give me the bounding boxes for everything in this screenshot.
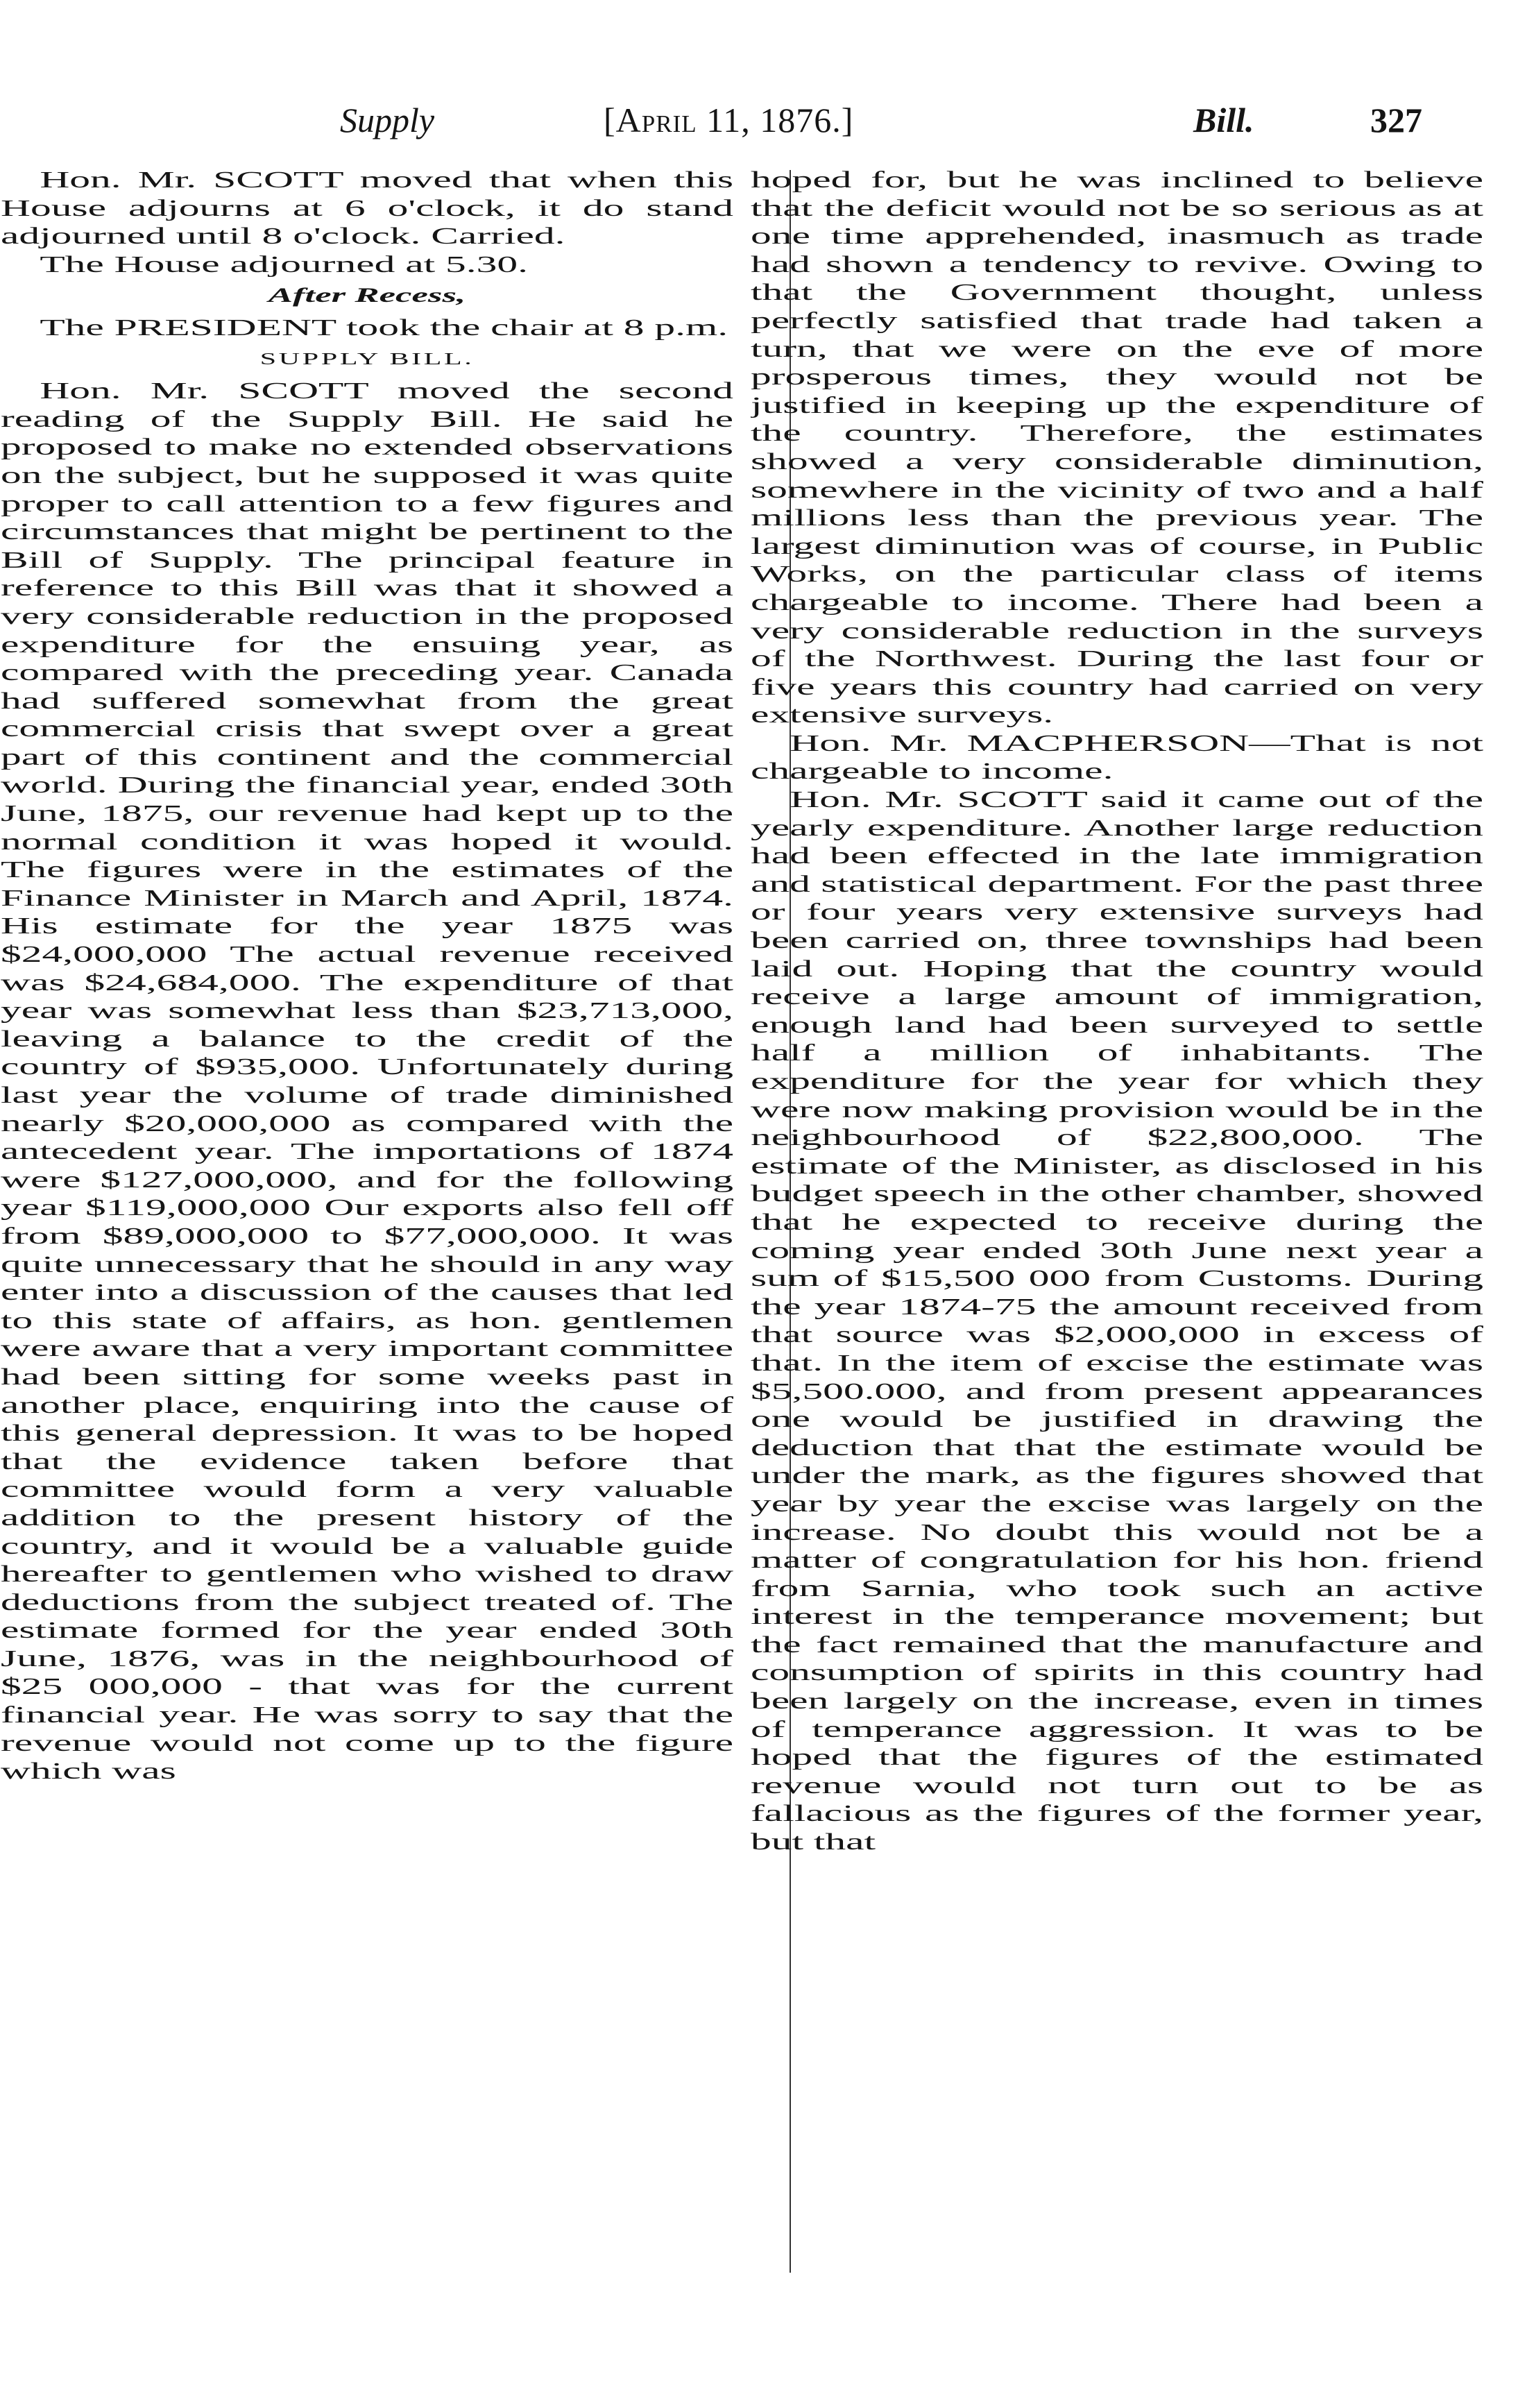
running-header — [340, 96, 1422, 144]
paragraph-macpherson-remark: Hon. Mr. MACPHERSON—That is not chargeable to income. — [751, 730, 1483, 785]
paragraph-adjournment-motion: Hon. Mr. SCOTT moved that when this House adjourns at 6 o'clock, it do stand adjourned until 8 o'clock. Carried. — [1, 167, 733, 250]
header-date: [April 11, 1876.] — [604, 101, 854, 139]
paragraph-president-chair: The PRESIDENT took the chair at 8 p.m. — [40, 314, 728, 341]
right-column — [751, 167, 1483, 2283]
supply-bill-heading: SUPPLY BILL. — [259, 350, 475, 368]
paragraph-scott-reply: Hon. Mr. SCOTT said it came out of the yearly expenditure. Another large reduction had been effected in the late immigration and statistical department. For the past three or four years very extensive surveys had been carried on, three townships had been laid out. Hoping that the country would receive a large amount of immigration, enough land had been surveyed to settle half a million of inhabitants. The expenditure for the year for which they were now making provision would be in the neighbourhood of $22,800,000. The estimate of the Minister, as disclosed in his budget speech in the other chamber, showed that he expected to receive during the coming year ended 30th June next year a sum of $15,500 000 from Customs. During the year 1874-75 the amount received from that source was $2,000,000 in excess of that. In the item of excise the estimate was $5,500.000, and from present appearances one would be justified in drawing the deduction that that the estimate would be under the mark, as the figures showed that year by year the excise was largely on the increase. No doubt this would not be a matter of congratulation for his hon. friend from Sarnia, who took such an active interest in the temperance movement; but the fact remained that the manufacture and consumption of spirits in this country had been largely on the increase, even in times of temperance aggression. It was to be hoped that the figures of the estimated revenue would not turn out to be as fallacious as the figures of the former year, but that — [751, 787, 1483, 1856]
left-column — [1, 167, 733, 2283]
header-section-title: Supply — [340, 101, 435, 139]
paragraph-speech-continued: hoped for, but he was inclined to believe that the deficit would not be so serious as at one time apprehended, inasmuch as trade had shown a tendency to revive. Owing to that the Government thought, unless perfectly satisfied that trade had taken a turn, that we were on the eve of more prosperous times, they would not be justified in keeping up the expenditure of the country. Therefore, the estimates showed a very considerable diminution, somewhere in the vicinity of two and a half millions less than the previous year. The largest diminution was of course, in Public Works, on the particular class of items chargeable to income. There had been a very considerable reduction in the surveys of the Northwest. During the last four or five years this country had carried on very extensive surveys. — [751, 167, 1483, 729]
page-number: 327 — [1370, 101, 1422, 139]
after-recess-heading: After Recess, — [268, 284, 466, 307]
header-bill-title: Bill. — [1193, 101, 1254, 139]
paragraph-scott-speech: Hon. Mr. SCOTT moved the second reading of the Supply Bill. He said he proposed to make no extended observations on the subject, but he supposed it was quite proper to call attention to a few figures and circumstances that might be pertinent to the Bill of Supply. The principal feature in reference to this Bill was that it showed a very considerable reduction in the proposed expenditure for the ensuing year, as compared with the preceding year. Canada had suffered somewhat from the great commercial crisis that swept over a great part of this continent and the commercial world. During the financial year, ended 30th June, 1875, our revenue had kept up to the normal condition it was hoped it would. The figures were in the estimates of the Finance Minister in March and April, 1874. His estimate for the year 1875 was $24,000,000 The actual revenue received was $24,684,000. The expenditure of that year was somewhat less than $23,713,000, leaving a balance to the credit of the country of $935,000. Unfortunately during last year the volume of trade diminished nearly $20,000,000 as compared with the antecedent year. The importations of 1874 were $127,000,000, and for the following year $119,000,000 Our exports also fell off from $89,000,000 to $77,000,000. It was quite unnecessary that he should in any way enter into a discussion of the causes that led to this state of affairs, as hon. gentlemen were aware that a very important committee had been sitting for some weeks past in another place, enquiring into the cause of this general depression. It was to be hoped that the evidence taken before that committee would form a very valuable addition to the present history of the country, and it would be a valuable guide hereafter to gentlemen who wished to draw deductions from the subject treated of. The estimate formed for the year ended 30th June, 1876, was in the neighbourhood of $25 000,000 - that was for the current financial year. He was sorry to say that the revenue would not come up to the figure which was — [1, 378, 733, 1785]
paragraph-house-adjourned: The House adjourned at 5.30. — [40, 251, 529, 278]
